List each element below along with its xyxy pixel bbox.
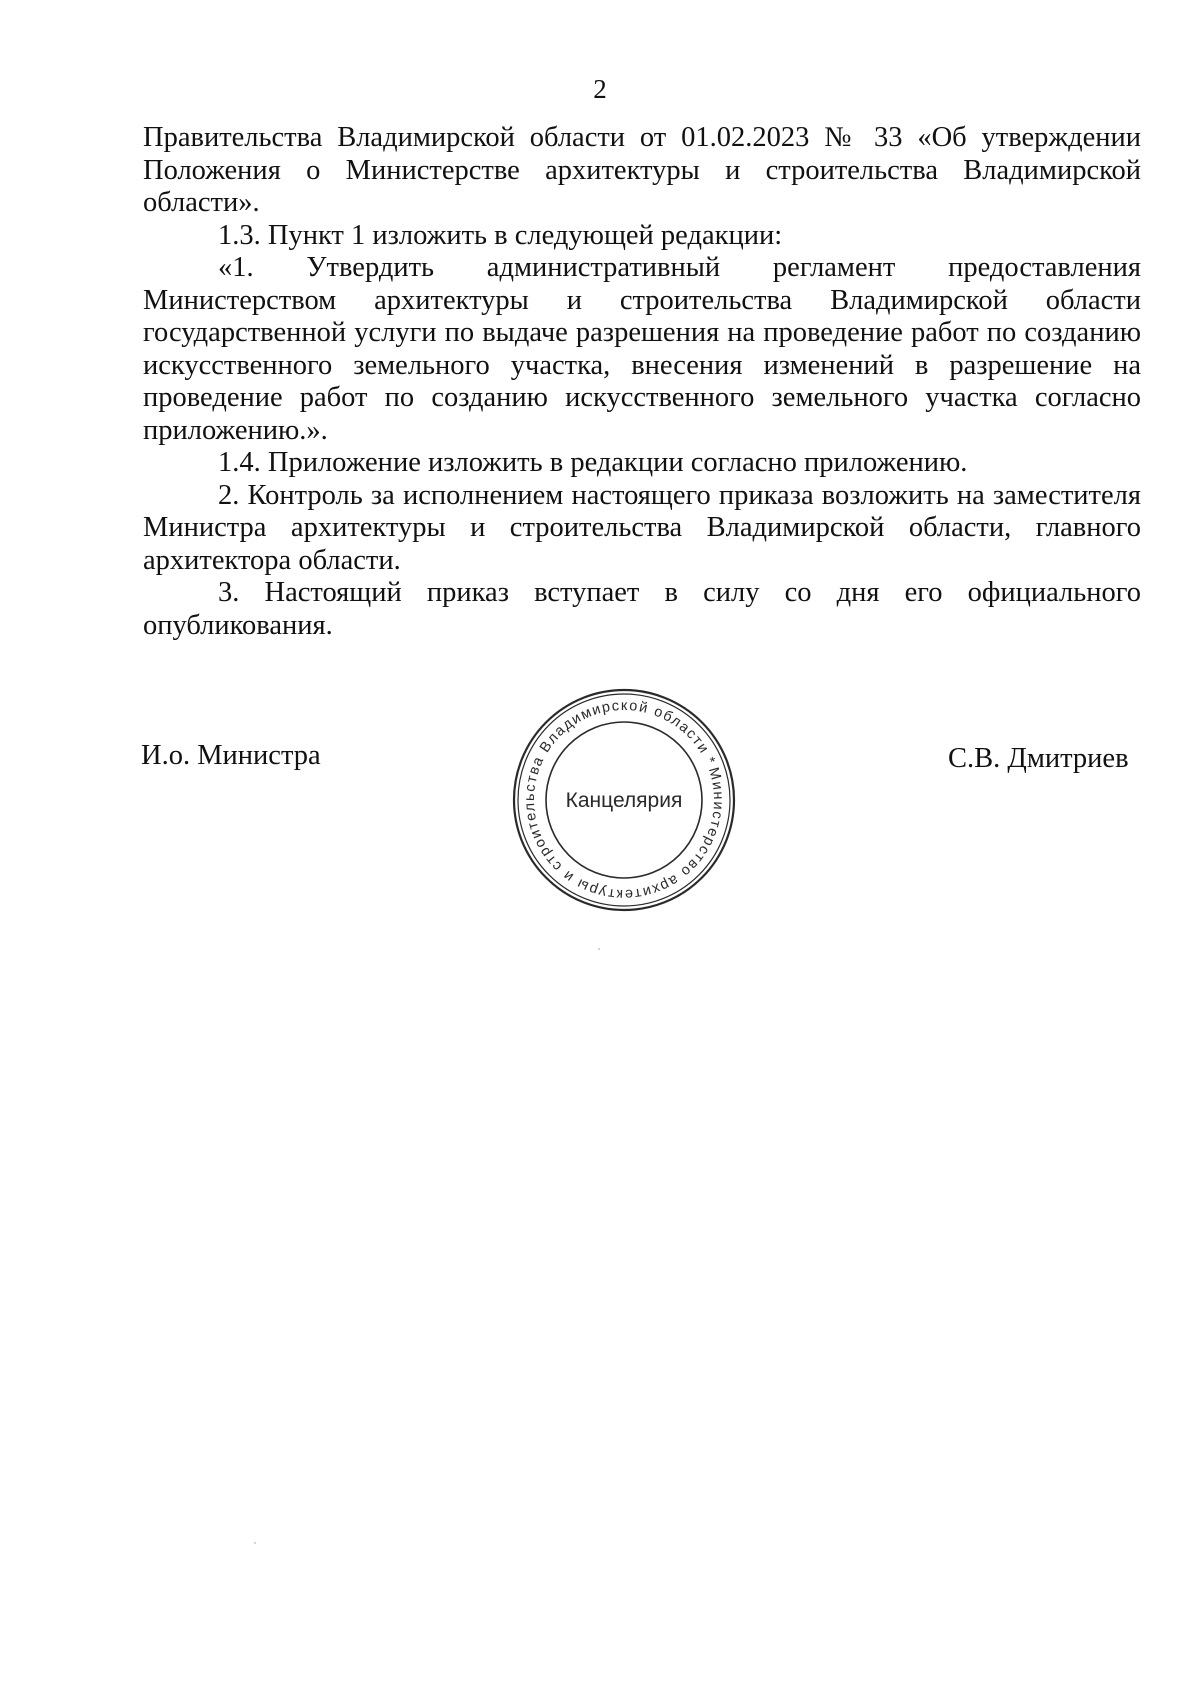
official-stamp	[509, 685, 739, 915]
signatory-name: С.В. Дмитриев	[948, 743, 1129, 774]
stamp-graphic	[509, 685, 739, 915]
stamp-ring-text: Министерство архитектуры и строительства Владимирской области *	[521, 697, 727, 903]
scan-speck	[254, 1542, 256, 1544]
paragraph-item-1-3: 1.3. Пункт 1 изложить в следующей редакции:	[218, 219, 783, 251]
paragraph-item-2: 2. Контроль за исполнением настоящего приказа возложить на заместителя Министра архитектуры и строительства Владимирской области, главного архитектора области.	[143, 479, 1141, 576]
signatory-position: И.о. Министра	[141, 740, 321, 771]
paragraph-continuation: Правительства Владимирской области от 01.02.2023 № 33 «Об утверждении Положения о Министерстве архитектуры и строительства Владимирской области».	[143, 122, 1141, 218]
paragraph-item-3: 3. Настоящий приказ вступает в силу со дня его официального опубликования.	[143, 577, 1141, 641]
scan-speck	[598, 948, 600, 950]
stamp-center-text: Канцелярия	[565, 789, 683, 812]
paragraph-quoted-item-1: «1. Утвердить административный регламент предоставления Министерством архитектуры и строительства Владимирской области государственной услуги по выдаче разрешения на проведение работ по созданию искусственного земельного участка, внесения изменений в разрешение на проведение работ по созданию искусственного земельного участка согласно приложению.».	[143, 252, 1141, 446]
paragraph-item-1-4: 1.4. Приложение изложить в редакции согласно приложению.	[218, 447, 968, 478]
page-number: 2	[593, 74, 607, 104]
document-body	[143, 122, 1141, 642]
